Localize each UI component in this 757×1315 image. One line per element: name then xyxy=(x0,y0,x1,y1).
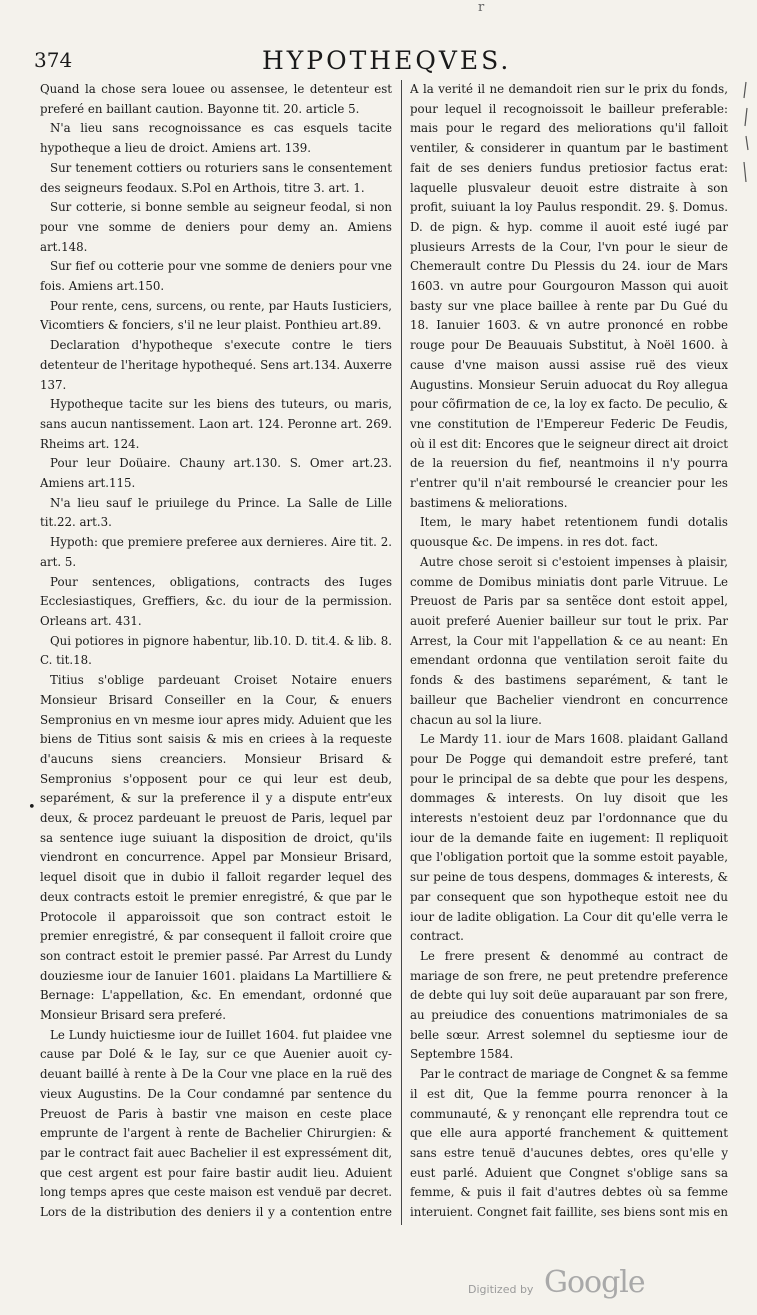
paragraph: Hypotheque tacite sur les biens des tuteurs, ou maris, sans aucun nantissement. Laon art. 124. Peronne art. 269. Rheims art. 124. xyxy=(40,397,392,451)
paragraph: Item, le mary habet retentionem fundi dotalis quousque &c. De impens. in res dot. fact. xyxy=(410,515,728,550)
paragraph: Sur fief ou cotterie pour vne somme de deniers pour vne fois. Amiens art.150. xyxy=(40,259,392,294)
right-column xyxy=(410,80,728,1225)
paragraph: Le Lundy huictiesme iour de Iuillet 1604. fut plaidee vne cause par Dolé & le Iay, sur ce que Auenier auoit cy-deuant baillé à rente à De la Cour vne place en la ruë des vieux Augustins. De la Cour condamné par sentence du Preuost de Paris à bastir vne maison en ceste place emprunte de l'argent à rente de Bachelier Chirurgien: & par le contract fait auec Bachelier il est expressément dit, que cest argent est pour faire bastir audit lieu. Aduient long temps apres que ceste maison est venduë par decret. Lors de la distribution des deniers il y a contention entre xyxy=(40,1027,392,1220)
column-divider xyxy=(401,80,402,1225)
paragraph: Le frere present & denommé au contract de mariage de son frere, ne peut pretendre preference de debte qui luy soit deüe auparauant par son frere, au preiudice des conuentions matrimoniales de sa belle sœur. Arrest solemnel du septiesme iour de Septembre 1584. xyxy=(410,948,728,1062)
paragraph: Declaration d'hypotheque s'execute contre le tiers detenteur de l'heritage hypothequé. Sens art.134. Auxerre 137. xyxy=(40,338,392,392)
page-header xyxy=(22,46,662,76)
paragraph: Pour rente, cens, surcens, ou rente, par Hauts Iusticiers, Vicomtiers & fonciers, s'il ne leur plaist. Ponthieu art.89. xyxy=(40,298,392,333)
paragraph: N'a lieu sauf le priuilege du Prince. La Salle de Lille tit.22. art.3. xyxy=(40,495,392,530)
paragraph: Par le contract de mariage de Congnet & sa femme il est dit, Que la femme pourra renoncer à la communauté, & y renonçant elle reprendra tout ce que elle aura apporté franchement & quittement sans estre tenuë d'aucunes debtes, ores qu'elle y eust parlé. Aduient que Congnet s'oblige sans sa femme, & puis il fait d'autres debtes où sa femme interuient. Congnet fait faillite, ses biens sont mis en xyxy=(410,1067,728,1220)
paragraph: Autre chose seroit si c'estoient impenses à plaisir, comme de Domibus miniatis dont parle Vitruue. Le Preuost de Paris par sa sentẽce dont estoit appel, auoit preferé Auenier bailleur sur tout le prix. Par Arrest, la Cour mit l'appellation & ce au neant: En emendant ordonna que ventilation seroit faite du fonds & des bastimens separément, & tant le bailleur que Bachelier viendront en concurrence chacun au sol la liure. xyxy=(410,554,728,727)
paragraph: N'a lieu sans recognoissance es cas esquels tacite hypotheque a lieu de droict. Amiens art. 139. xyxy=(40,121,392,156)
paragraph: Sur cotterie, si bonne semble au seigneur feodal, si non pour vne somme de deniers pour demy an. Amiens art.148. xyxy=(40,200,392,254)
paragraph: Qui potiores in pignore habentur, lib.10. D. tit.4. & lib. 8. C. tit.18. xyxy=(40,633,392,668)
paragraph: A la verité il ne demandoit rien sur le prix du fonds, pour lequel il recognoissoit le bailleur preferable: mais pour le regard des meliorations qu'il falloit ventiler, & considerer in quantum par le bastiment fait de ses deniers fundus pretiosior factus erat: laquelle plusvaleur deuoit estre distraite à son profit, suiuant la loy Paulus respondit. 29. §. Domus. D. de pign. & hyp. comme il auoit esté iugé par plusieurs Arrests de la Cour, l'vn pour le sieur de Chemerault contre Du Plessis du 24. iour de Mars 1603. vn autre pour Gourgouron Masson qui auoit basty sur vne place baillee à rente par Du Gué du 18. Ianuier 1603. & vn autre prononcé en robbe rouge pour De Beauuais Substitut, à Noël 1600. à cause d'vne maison aussi assise ruë des vieux Augustins. Monsieur Seruin aduocat du Roy allegua pour cõfirmation de ce, la loy ex facto. De peculio, & vne constitution de l'Empereur Federic De Feudis, où il est dit: Encores que le seigneur direct ait droict de la reuersion du fief, neantmoins il n'y pourra r'entrer qu'il n'ait remboursé le creancier pour les bastimens & meliorations. xyxy=(410,82,728,510)
paragraph: Le Mardy 11. iour de Mars 1608. plaidant Galland pour De Pogge qui demandoit estre preferé, tant pour le principal de sa debte que pour les despens, dommages & interests. On luy disoit que les interests n'estoient deuz par l'ordonnance que du iour de la demande faite en iugement: Il repliquoit que l'obligation portoit que la somme estoit payable, sur peine de tous despens, dommages & interests, & par consequent que son hypotheque estoit nee du iour de ladite obligation. La Cour dit qu'elle verra le contract. xyxy=(410,732,728,944)
top-mark: r xyxy=(478,0,485,15)
google-logo: Google xyxy=(544,1265,645,1300)
paragraph: Pour sentences, obligations, contracts des Iuges Ecclesiastiques, Greffiers, &c. du iour de la permission. Orleans art. 431. xyxy=(40,574,392,628)
digitized-by-label: Digitized by xyxy=(468,1283,534,1296)
paragraph: Sur tenement cottiers ou roturiers sans le consentement des seigneurs feodaux. S.Pol en Arthois, titre 3. art. 1. xyxy=(40,160,392,195)
paragraph: Hypoth: que premiere preferee aux dernieres. Aire tit. 2. art. 5. xyxy=(40,535,392,569)
paragraph: Quand la chose sera louee ou assensee, le detenteur est preferé en baillant caution. Bayonne tit. 20. article 5. xyxy=(40,82,392,116)
paragraph: Titius s'oblige pardeuant Croiset Notaire enuers Monsieur Brisard Conseiller en la Cour, & enuers Sempronius en vn mesme iour apres midy. Aduient que les biens de Titius sont saisis & mis en criees à la requeste d'aucuns siens creanciers. Monsieur Brisard & Sempronius s'opposent pour ce qui leur est deub, separément, & sur la preference il y a dispute entr'eux deux, & procez pardeuant le preuost de Paris, lequel par sa sentence iuge suiuant la disposition de droict, qu'ils viendront en concurrence. Appel par Monsieur Brisard, lequel disoit que in dubio il falloit regarder lequel des deux contracts estoit le premier enregistré, & que par le Protocole il apparoissoit que son contract estoit le premier enregistré, & par consequent il falloit croire que son contract estoit le premier passé. Par Arrest du Lundy douziesme iour de Ianuier 1601. plaidans La Martilliere & Bernage: L'appellation, &c. En emendant, ordonné que Monsieur Brisard sera preferé. xyxy=(40,673,392,1023)
page-number: 374 xyxy=(34,48,73,72)
digitized-footer xyxy=(468,1265,738,1305)
running-title: HYPOTHEQVES. xyxy=(262,46,512,75)
paragraph: Pour leur Doüaire. Chauny art.130. S. Omer art.23. Amiens art.115. xyxy=(40,456,392,491)
margin-ornament-icon xyxy=(738,78,754,188)
left-column xyxy=(40,80,392,1225)
margin-bullet: • xyxy=(28,800,36,815)
